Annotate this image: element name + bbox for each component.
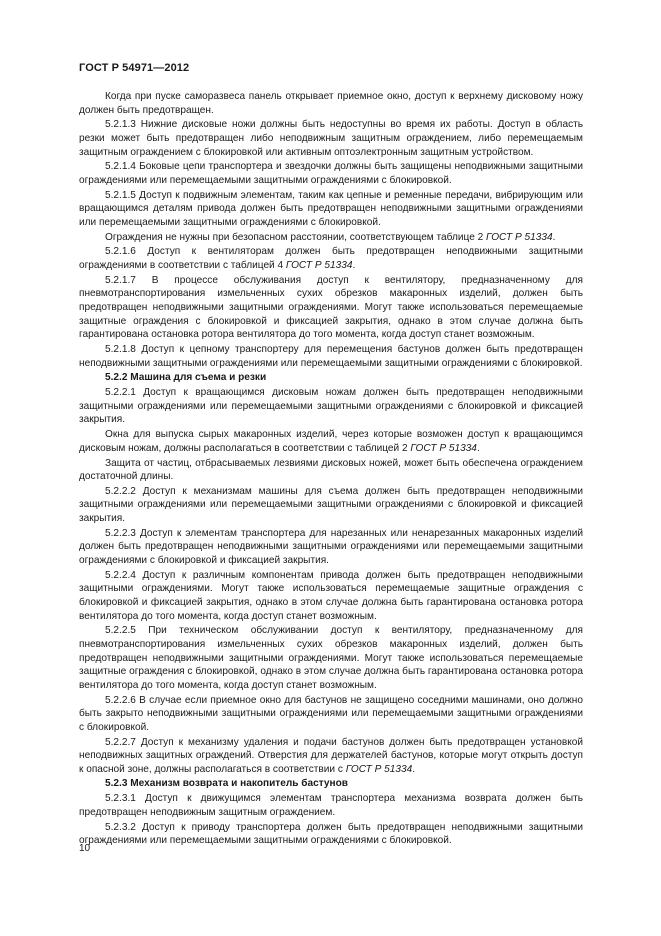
paragraph-text: 5.2.3.1 Доступ к движущимся элементам транспортера механизма возврата должен быть предотвращен неподвижным защитным ограждением. bbox=[79, 793, 583, 818]
paragraph-text: 5.2.3.2 Доступ к приводу транспортера должен быть предотвращен неподвижными защитными ограждениями или перемещаемыми защитными ограждениями с блокировкой. bbox=[79, 821, 583, 847]
paragraph bbox=[79, 274, 583, 342]
paragraph bbox=[79, 90, 583, 117]
paragraph bbox=[79, 457, 583, 484]
paragraph bbox=[79, 245, 583, 272]
section-heading bbox=[79, 371, 583, 385]
paragraph-text: 5.2.2 Машина для съема и резки bbox=[105, 372, 267, 384]
paragraph-text: 5.2.1.3 Нижние дисковые ножи должны быть недоступны во время их работы. Доступ в область резки может быть предотвращен либо неподвижным защитным ограждением, либо перемещаемым защитным ограждением с блокировкой или активным оптоэлектронным защитным устройством. bbox=[79, 119, 583, 158]
paragraph-text: 5.2.2.2 Доступ к механизмам машины для съема должен быть предотвращен неподвижными защитными ограждениями или перемещаемыми защитными ограждениями с блокировкой и фиксацией закрытия. bbox=[79, 485, 583, 525]
paragraph bbox=[79, 792, 583, 819]
paragraph-text: 5.2.2.6 В случае если приемное окно для бастунов не защищено соседними машинами, оно должно быть закрыто неподвижными защитными ограждениями или перемещаемыми защитными ограждениями с блокировкой. bbox=[79, 694, 583, 733]
paragraph bbox=[79, 343, 583, 370]
paragraph-text: 5.2.1.7 В процессе обслуживания доступ к вентилятору, предназначенному для пневмотранспортирования измельченных сухих обрезков макаронных изделий, должен быть предотвращен неподвижными защитными ограждениями. Могут также использоваться перемещаемые защитные ограждения с блокировкой и фиксацией закрытия, однако в этом случае должна быть гарантирована остановка ротора вентилятора до того момента, когда доступ станет возможным. bbox=[79, 274, 583, 341]
paragraph-text: 5.2.1.5 Доступ к подвижным элементам, таким как цепные и ременные передачи, вибрирующим или вращающимся деталям привода должен быть предотвращен неподвижными защитными ограждениями или перемещаемыми защитными ограждениями с блокировкой. bbox=[79, 189, 583, 228]
paragraph bbox=[79, 160, 583, 187]
paragraph bbox=[79, 624, 583, 692]
punctuation: . bbox=[352, 260, 356, 272]
document-body bbox=[79, 90, 583, 849]
paragraph-text: 5.2.3 Механизм возврата и накопитель бастунов bbox=[105, 778, 348, 790]
paragraph-text: Защита от частиц, отбрасываемых лезвиями дисковых ножей, может быть обеспечена ограждением достаточной длины. bbox=[79, 457, 583, 483]
paragraph-text: 5.2.1.6 Доступ к вентиляторам должен быть предотвращен неподвижными защитными ограждениями в соответствии с таблицей 4 bbox=[79, 246, 583, 272]
paragraph-text: 5.2.2.7 Доступ к механизму удаления и подачи бастунов должен быть предотвращен установкой неподвижных защитных ограждений. Отверстия для держателей бастунов, которые могут открыть доступ к опасной зоне, должны располагаться в соответствии с bbox=[79, 736, 583, 775]
paragraph bbox=[79, 527, 583, 568]
paragraph bbox=[79, 189, 583, 230]
paragraph bbox=[79, 821, 583, 848]
paragraph-text: 5.2.2.3 Доступ к элементам транспортера для нарезанных или ненарезанных макаронных изделий должен быть предотвращен неподвижными защитными ограждениями или перемещаемыми защитными ограждениями с блокировкой и фиксацией закрытия. bbox=[79, 527, 583, 567]
standard-reference: ГОСТ Р 51334 bbox=[345, 763, 413, 775]
paragraph-text: 5.2.1.8 Доступ к цепному транспортеру для перемещения бастунов должен быть предотвращен неподвижными защитными ограждениями или перемещаемыми защитными ограждениями с блокировкой. bbox=[79, 344, 583, 369]
standard-header: ГОСТ Р 54971—2012 bbox=[79, 62, 190, 74]
punctuation: . bbox=[552, 231, 556, 243]
paragraph-text: Когда при пуске саморазвеса панель открывает приемное окно, доступ к верхнему дисковому ножу должен быть предотвращен. bbox=[79, 91, 583, 116]
paragraph bbox=[79, 428, 583, 455]
paragraph bbox=[79, 231, 583, 245]
standard-reference: ГОСТ Р 51334 bbox=[410, 442, 477, 454]
page-number: 10 bbox=[79, 843, 91, 854]
paragraph bbox=[79, 736, 583, 777]
section-heading bbox=[79, 777, 583, 791]
paragraph-text: Окна для выпуска сырых макаронных изделий, через которые возможен доступ к вращающимся дисковым ножам, должны располагаться в соответствии с таблицей 2 bbox=[79, 429, 583, 454]
paragraph bbox=[79, 569, 583, 623]
paragraph-text: Ограждения не нужны при безопасном расстоянии, соответствующем таблице 2 bbox=[105, 231, 487, 243]
paragraph bbox=[79, 485, 583, 526]
punctuation: . bbox=[476, 442, 480, 454]
standard-reference: ГОСТ Р 51334 bbox=[486, 231, 553, 243]
standard-reference: ГОСТ Р 51334 bbox=[285, 260, 353, 272]
paragraph-text: 5.2.2.5 При техническом обслуживании доступ к вентилятору, предназначенному для пневмотранспортирования измельченных сухих обрезков макаронных изделий, должен быть предотвращен неподвижными защитными ограждениями. Могут также использоваться перемещаемые защитные ограждения с блокировкой, однако в этом случае должна быть гарантирована остановка ротора вентилятора до того момента, когда доступ станет возможным. bbox=[79, 625, 583, 691]
paragraph bbox=[79, 118, 583, 159]
paragraph-text: 5.2.1.4 Боковые цепи транспортера и звездочки должны быть защищены неподвижными защитными ограждениями или перемещаемыми защитными ограждениями с блокировкой. bbox=[79, 161, 583, 186]
paragraph bbox=[79, 694, 583, 735]
paragraph-text: 5.2.2.1 Доступ к вращающимся дисковым ножам должен быть предотвращен неподвижными защитными ограждениями или перемещаемыми защитными ограждениями с блокировкой и фиксацией закрытия. bbox=[79, 387, 583, 426]
paragraph-text: 5.2.2.4 Доступ к различным компонентам привода должен быть предотвращен неподвижными защитными ограждениями. Могут также использоваться перемещаемые защитные ограждения с блокировкой и фиксацией закрытия, однако в этом случае должна быть гарантирована остановка ротора вентилятора до того момента, когда доступ станет возможным. bbox=[79, 569, 583, 622]
punctuation: . bbox=[412, 763, 416, 775]
paragraph bbox=[79, 386, 583, 427]
